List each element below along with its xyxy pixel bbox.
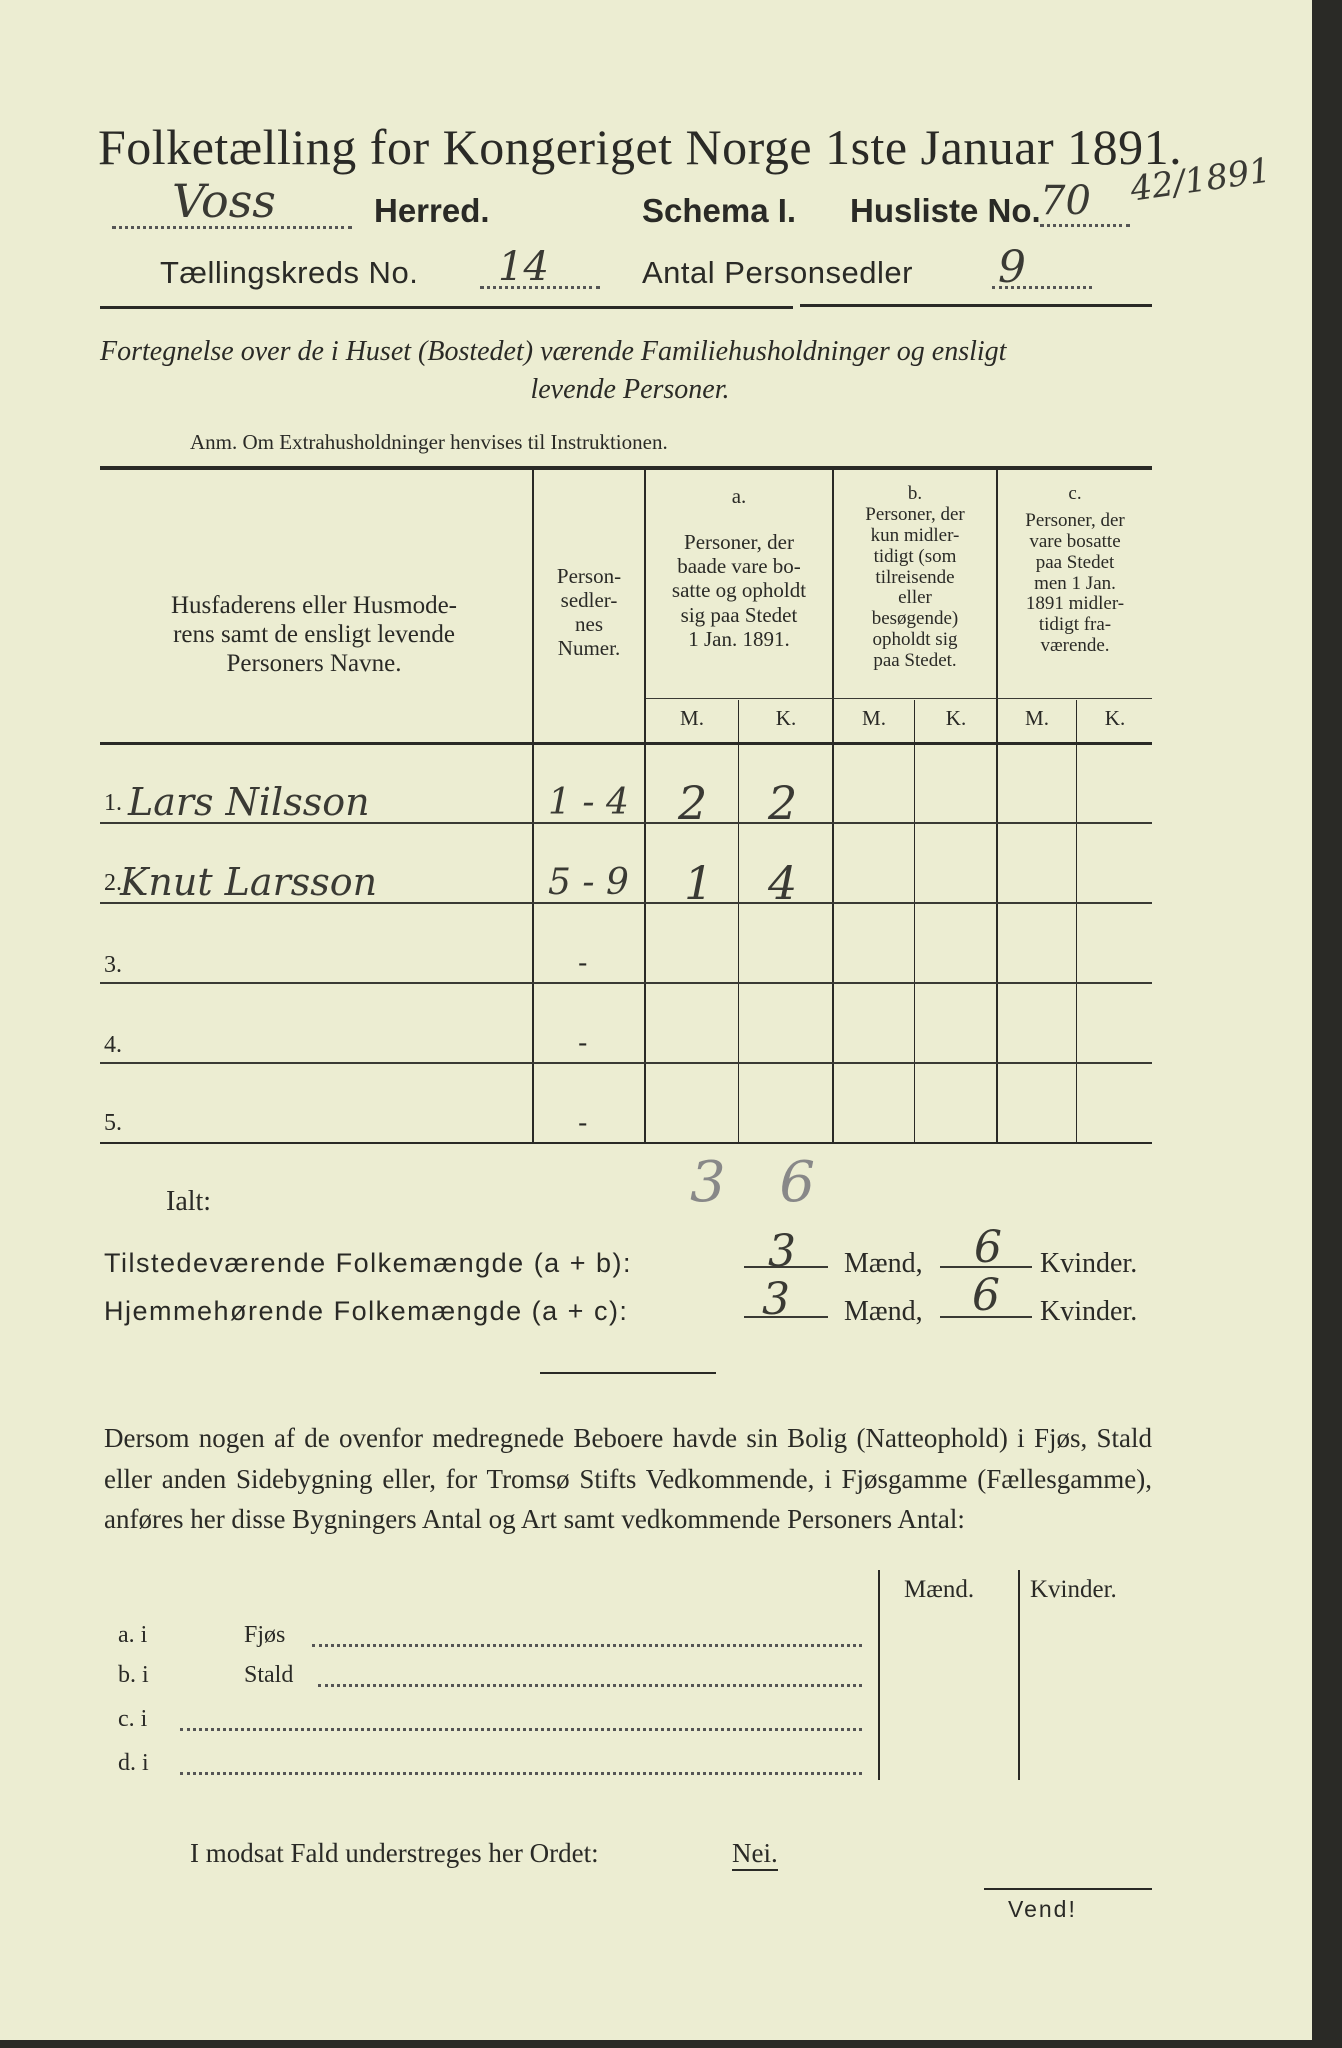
- row-name: Lars Nilsson: [128, 780, 370, 824]
- antal-label: Antal Personsedler: [642, 255, 913, 290]
- building-row-dots: [318, 1684, 862, 1687]
- building-row-letter: c. i: [118, 1706, 148, 1732]
- col-header-b: b. Personer, der kun midler- tidigt (som tilreisende eller besøgende) opholdt sig paa Stedet.: [865, 483, 965, 672]
- antal-value-box: [992, 242, 1092, 293]
- row-number: 1.: [104, 790, 122, 816]
- col-divider-2: [644, 470, 646, 1142]
- row-number: 5.: [104, 1110, 122, 1136]
- husliste-label: Husliste No.: [850, 192, 1041, 229]
- col-divider-c-mk: [1076, 700, 1077, 1142]
- c-m-label: M.: [1025, 706, 1049, 730]
- row-rule-3: [100, 982, 1152, 984]
- col-divider-b-mk: [914, 700, 915, 1142]
- building-row-label: Fjøs: [244, 1622, 286, 1648]
- row-name: Knut Larsson: [120, 860, 378, 904]
- row-number: 4.: [104, 1032, 122, 1058]
- a-k-label: K.: [775, 706, 797, 730]
- hjemme-m-value: 3: [762, 1274, 790, 1325]
- table-bottom-rule: [100, 1142, 1152, 1144]
- row-a-k: 2: [768, 776, 798, 830]
- vend-label: Vend!: [1008, 1896, 1077, 1922]
- hjemme-kvinder: Kvinder.: [1040, 1296, 1138, 1327]
- herred-value: Voss: [172, 174, 276, 228]
- buildings-divider-1: [878, 1570, 880, 1780]
- kreds-value: 14: [498, 244, 549, 290]
- fortegnelse-line1: Fortegnelse over de i Huset (Bostedet) værende Familiehusholdninger og ensligt: [100, 336, 1007, 367]
- antal-value: 9: [998, 242, 1026, 293]
- row-sedler: 5 - 9: [548, 862, 629, 903]
- row-number: 3.: [104, 952, 122, 978]
- building-row-letter: d. i: [118, 1750, 149, 1776]
- kreds-value-box: [480, 244, 600, 290]
- table-header-bottom-rule: [100, 742, 1152, 745]
- building-row-dots: [180, 1772, 862, 1775]
- col-header-a: a. Personer, der baade vare bo- satte og opholdt sig paa Stedet 1 Jan. 1891.: [671, 484, 807, 651]
- building-row-letter: a. i: [118, 1622, 148, 1648]
- buildings-divider-2: [1018, 1570, 1020, 1780]
- husliste-note: 42/1891: [1127, 150, 1274, 210]
- tilstede-kvinder: Kvinder.: [1040, 1248, 1138, 1279]
- schema-label: Schema I.: [642, 192, 797, 229]
- mk-rule: [646, 698, 1152, 699]
- row-sedler: -: [578, 1026, 588, 1059]
- tilstede-maend: Mænd,: [844, 1248, 923, 1279]
- buildings-col-maend: Mænd.: [904, 1576, 975, 1603]
- building-row-letter: b. i: [118, 1662, 149, 1688]
- hjemme-label: Hjemmehørende Folkemængde (a + c):: [104, 1296, 629, 1326]
- table-top-rule: [100, 466, 1152, 470]
- kreds-label: Tællingskreds No.: [160, 255, 419, 290]
- row-a-m: 1: [684, 856, 714, 910]
- row-rule-4: [100, 1062, 1152, 1064]
- col-divider-1: [532, 470, 534, 1142]
- col-header-sedler: Person- sedler- nes Numer.: [556, 564, 622, 661]
- vend-rule: [984, 1888, 1152, 1890]
- ialt-label: Ialt:: [166, 1186, 212, 1217]
- tilstede-k-value: 6: [974, 1222, 1002, 1273]
- section-divider: [540, 1372, 716, 1374]
- row-number: 2.: [104, 870, 122, 896]
- tilstede-label: Tilstedeværende Folkemængde (a + b):: [104, 1248, 632, 1278]
- form-title: Folketælling for Kongeriget Norge 1ste Januar 1891.: [98, 119, 1183, 175]
- husliste-value: 70: [1040, 178, 1091, 224]
- ialt-hand-note: 3 6: [690, 1150, 834, 1215]
- buildings-col-kvinder: Kvinder.: [1030, 1576, 1117, 1603]
- building-row-label: Stald: [244, 1662, 294, 1688]
- hjemme-k-value: 6: [972, 1270, 1000, 1321]
- col-divider-a-mk: [738, 700, 739, 1142]
- building-row-dots: [312, 1644, 862, 1647]
- header-rule-left: [100, 306, 793, 309]
- sidebygning-paragraph: Dersom nogen af de ovenfor medregnede Beboere havde sin Bolig (Natteophold) i Fjøs, Stald eller anden Sidebygning eller, for Tromsø Stifts Vedkommende, i Fjøsgamme (Fællesgamme), anføres her disse Bygningers Antal og Art samt vedkommende Personers Antal:: [104, 1423, 1152, 1534]
- row-sedler: 1 - 4: [548, 782, 629, 823]
- col-header-names: Husfaderens eller Husmode- rens samt de ensligt levende Personers Navne.: [170, 592, 457, 677]
- building-row-dots: [180, 1728, 862, 1731]
- tilstede-m-value: 3: [768, 1226, 796, 1277]
- b-k-label: K.: [945, 706, 967, 730]
- nei-word: Nei.: [732, 1838, 778, 1871]
- header-rule-right: [800, 304, 1152, 307]
- c-k-label: K.: [1104, 706, 1126, 730]
- herred-label: Herred.: [374, 192, 490, 229]
- row-a-m: 2: [678, 776, 708, 830]
- row-sedler: -: [578, 1106, 588, 1139]
- b-m-label: M.: [862, 706, 886, 730]
- row-sedler: -: [578, 946, 588, 979]
- row-a-k: 4: [768, 856, 798, 910]
- anm-note: Anm. Om Extrahusholdninger henvises til Instruktionen.: [190, 430, 668, 454]
- a-m-label: M.: [680, 706, 704, 730]
- hjemme-maend: Mænd,: [844, 1296, 923, 1327]
- col-divider-3: [832, 470, 834, 1142]
- fortegnelse-line2: levende Personer.: [530, 374, 730, 405]
- modsat-text: I modsat Fald understreges her Ordet:: [190, 1838, 599, 1868]
- col-header-c: c. Personer, der vare bosatte paa Stedet men 1 Jan. 1891 midler- tidigt fra- værende.: [1025, 483, 1125, 657]
